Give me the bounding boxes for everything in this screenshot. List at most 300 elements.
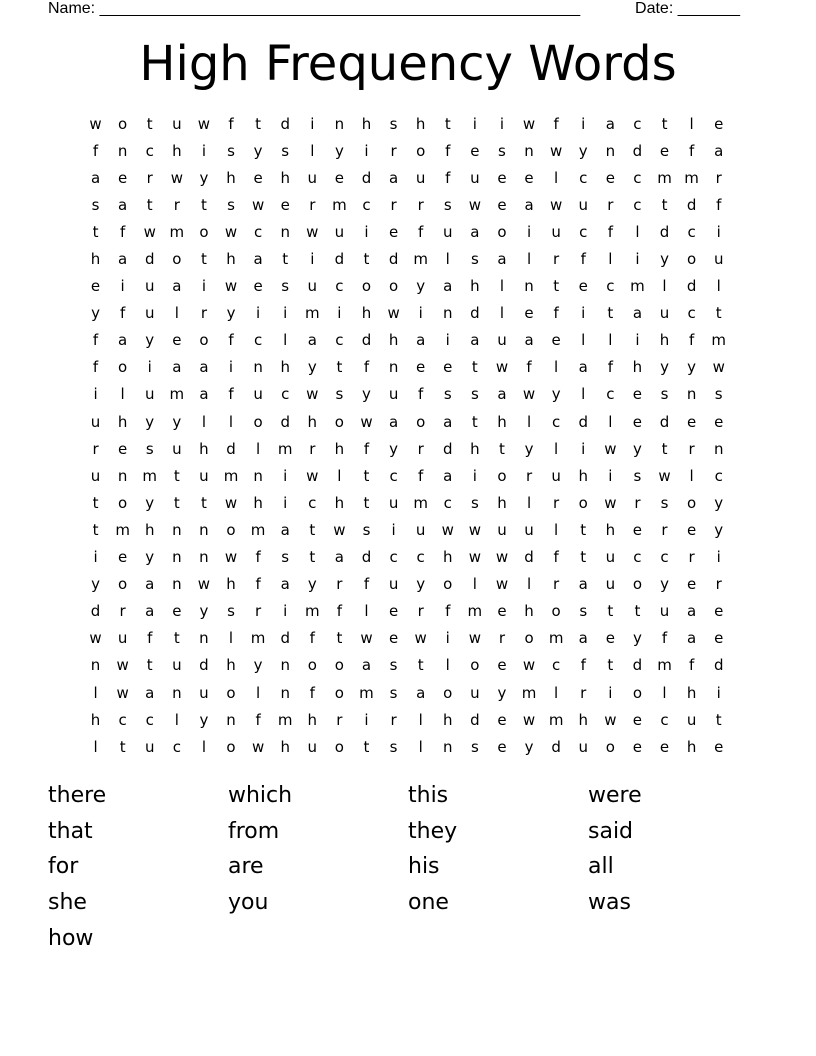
grid-letter[interactable]: l: [174, 304, 179, 323]
grid-letter[interactable]: o: [307, 656, 317, 675]
grid-letter[interactable]: y: [253, 656, 263, 675]
grid-letter[interactable]: i: [716, 683, 721, 702]
grid-letter[interactable]: m: [657, 168, 672, 187]
grid-letter[interactable]: i: [337, 304, 342, 323]
grid-letter[interactable]: w: [522, 710, 536, 729]
grid-letter[interactable]: w: [116, 656, 129, 675]
grid-letter[interactable]: w: [658, 466, 671, 485]
grid-letter[interactable]: w: [468, 629, 481, 648]
grid-letter[interactable]: i: [147, 358, 152, 377]
grid-letter[interactable]: r: [255, 602, 262, 621]
grid-letter[interactable]: u: [551, 466, 561, 485]
grid-letter[interactable]: h: [334, 439, 345, 458]
grid-letter[interactable]: y: [578, 141, 588, 160]
grid-letter[interactable]: l: [554, 439, 559, 458]
grid-letter[interactable]: l: [201, 737, 206, 756]
grid-letter[interactable]: e: [280, 195, 290, 214]
grid-letter[interactable]: r: [417, 602, 424, 621]
grid-letter[interactable]: e: [443, 358, 453, 377]
grid-letter[interactable]: y: [145, 548, 155, 567]
grid-letter[interactable]: t: [471, 358, 478, 377]
grid-letter[interactable]: e: [686, 520, 697, 539]
grid-letter[interactable]: l: [201, 412, 206, 431]
grid-letter[interactable]: y: [199, 602, 209, 621]
grid-letter[interactable]: y: [416, 277, 426, 296]
grid-letter[interactable]: u: [144, 385, 155, 404]
grid-letter[interactable]: c: [714, 466, 723, 485]
grid-letter[interactable]: n: [117, 141, 128, 160]
grid-letter[interactable]: y: [199, 168, 209, 187]
grid-letter[interactable]: u: [659, 304, 670, 323]
grid-letter[interactable]: e: [253, 168, 263, 187]
grid-letter[interactable]: w: [495, 575, 509, 594]
grid-letter[interactable]: c: [552, 412, 561, 431]
grid-letter[interactable]: a: [687, 602, 697, 621]
grid-letter[interactable]: u: [172, 439, 182, 458]
grid-letter[interactable]: e: [714, 629, 724, 648]
grid-letter[interactable]: d: [226, 439, 236, 458]
grid-letter[interactable]: l: [93, 737, 98, 756]
grid-letter[interactable]: m: [684, 168, 699, 187]
grid-letter[interactable]: s: [281, 277, 290, 296]
grid-letter[interactable]: s: [443, 385, 452, 404]
date-field-label[interactable]: Date: _______: [635, 0, 740, 17]
grid-letter[interactable]: w: [387, 304, 400, 323]
grid-letter[interactable]: l: [174, 710, 179, 729]
grid-letter[interactable]: s: [281, 141, 290, 160]
grid-letter[interactable]: l: [635, 222, 640, 241]
grid-letter[interactable]: i: [445, 331, 450, 350]
grid-letter[interactable]: u: [172, 114, 182, 133]
grid-letter[interactable]: n: [253, 466, 263, 485]
grid-letter[interactable]: u: [199, 683, 209, 702]
grid-letter[interactable]: h: [686, 683, 697, 702]
grid-letter[interactable]: e: [714, 737, 724, 756]
grid-letter[interactable]: e: [497, 737, 507, 756]
grid-letter[interactable]: u: [470, 683, 480, 702]
grid-letter[interactable]: c: [389, 548, 398, 567]
grid-letter[interactable]: e: [605, 168, 615, 187]
grid-letter[interactable]: t: [607, 656, 614, 675]
grid-letter[interactable]: s: [281, 548, 290, 567]
grid-letter[interactable]: i: [120, 277, 125, 296]
grid-letter[interactable]: y: [714, 493, 724, 512]
grid-letter[interactable]: u: [443, 222, 453, 241]
grid-letter[interactable]: y: [524, 439, 534, 458]
grid-letter[interactable]: t: [580, 548, 587, 567]
grid-letter[interactable]: i: [201, 141, 206, 160]
grid-letter[interactable]: n: [172, 683, 182, 702]
grid-letter[interactable]: i: [283, 466, 288, 485]
grid-letter[interactable]: f: [255, 710, 261, 729]
grid-letter[interactable]: f: [92, 331, 99, 350]
grid-letter[interactable]: e: [524, 168, 534, 187]
grid-letter[interactable]: n: [605, 141, 616, 160]
grid-letter[interactable]: m: [413, 493, 428, 512]
grid-letter[interactable]: d: [144, 250, 155, 269]
grid-letter[interactable]: i: [228, 358, 234, 377]
grid-letter[interactable]: u: [172, 656, 182, 675]
grid-letter[interactable]: i: [93, 385, 98, 404]
grid-letter[interactable]: o: [226, 520, 236, 539]
grid-letter[interactable]: l: [337, 466, 342, 485]
grid-letter[interactable]: y: [632, 629, 642, 648]
grid-letter[interactable]: f: [716, 195, 722, 214]
grid-letter[interactable]: l: [526, 250, 532, 269]
grid-letter[interactable]: d: [334, 250, 345, 269]
grid-letter[interactable]: y: [660, 358, 669, 377]
grid-letter[interactable]: e: [659, 141, 670, 160]
grid-letter[interactable]: e: [497, 602, 507, 621]
grid-letter[interactable]: w: [224, 277, 238, 296]
grid-letter[interactable]: s: [362, 520, 371, 539]
grid-letter[interactable]: c: [253, 222, 263, 241]
grid-letter[interactable]: d: [632, 141, 643, 160]
grid-letter[interactable]: u: [388, 575, 399, 594]
grid-letter[interactable]: i: [391, 520, 396, 539]
grid-letter[interactable]: r: [336, 710, 343, 729]
grid-letter[interactable]: c: [660, 710, 669, 729]
grid-letter[interactable]: d: [578, 412, 588, 431]
grid-letter[interactable]: u: [144, 277, 155, 296]
grid-letter[interactable]: w: [468, 548, 481, 567]
grid-letter[interactable]: h: [578, 710, 588, 729]
grid-letter[interactable]: r: [688, 548, 695, 567]
grid-letter[interactable]: a: [416, 683, 426, 702]
grid-letter[interactable]: l: [581, 331, 586, 350]
grid-letter[interactable]: y: [551, 385, 561, 404]
grid-letter[interactable]: i: [283, 493, 288, 512]
grid-letter[interactable]: d: [524, 548, 534, 567]
grid-letter[interactable]: e: [90, 277, 101, 296]
grid-letter[interactable]: y: [172, 412, 182, 431]
grid-letter[interactable]: s: [335, 385, 344, 404]
grid-letter[interactable]: y: [524, 737, 534, 756]
grid-letter[interactable]: u: [144, 737, 155, 756]
grid-letter[interactable]: o: [416, 141, 426, 160]
grid-letter[interactable]: e: [578, 277, 588, 296]
grid-letter[interactable]: r: [200, 304, 207, 323]
grid-letter[interactable]: t: [309, 548, 316, 567]
grid-letter[interactable]: o: [578, 493, 588, 512]
grid-letter[interactable]: h: [280, 737, 290, 756]
grid-letter[interactable]: e: [172, 602, 182, 621]
grid-letter[interactable]: m: [169, 222, 185, 241]
grid-letter[interactable]: n: [686, 385, 697, 404]
grid-letter[interactable]: i: [364, 710, 369, 729]
grid-letter[interactable]: t: [336, 358, 343, 377]
grid-letter[interactable]: a: [253, 250, 263, 269]
grid-letter[interactable]: u: [199, 466, 209, 485]
grid-letter[interactable]: t: [363, 250, 370, 269]
grid-letter[interactable]: w: [306, 385, 319, 404]
grid-letter[interactable]: f: [228, 385, 234, 404]
grid-letter[interactable]: t: [580, 520, 587, 539]
grid-letter[interactable]: a: [90, 168, 101, 187]
grid-letter[interactable]: i: [526, 222, 532, 241]
grid-letter[interactable]: m: [521, 683, 537, 702]
grid-letter[interactable]: m: [277, 439, 293, 458]
grid-letter[interactable]: d: [686, 195, 697, 214]
grid-letter[interactable]: c: [579, 168, 588, 187]
grid-letter[interactable]: r: [336, 575, 343, 594]
grid-letter[interactable]: f: [688, 331, 695, 350]
grid-letter[interactable]: d: [280, 412, 290, 431]
grid-letter[interactable]: t: [92, 493, 99, 512]
grid-letter[interactable]: y: [660, 575, 669, 594]
grid-letter[interactable]: s: [389, 114, 398, 133]
grid-letter[interactable]: a: [470, 331, 480, 350]
grid-letter[interactable]: n: [226, 710, 236, 729]
grid-letter[interactable]: u: [90, 412, 101, 431]
grid-letter[interactable]: o: [118, 358, 128, 377]
grid-letter[interactable]: u: [497, 520, 507, 539]
grid-letter[interactable]: f: [661, 629, 668, 648]
grid-letter[interactable]: w: [224, 548, 238, 567]
grid-letter[interactable]: w: [712, 358, 725, 377]
grid-letter[interactable]: o: [416, 412, 426, 431]
grid-letter[interactable]: u: [415, 520, 426, 539]
grid-letter[interactable]: e: [388, 629, 399, 648]
grid-letter[interactable]: u: [497, 331, 507, 350]
grid-letter[interactable]: f: [580, 656, 586, 675]
grid-letter[interactable]: h: [307, 412, 318, 431]
grid-letter[interactable]: a: [578, 575, 588, 594]
grid-letter[interactable]: d: [443, 439, 453, 458]
grid-letter[interactable]: o: [118, 493, 128, 512]
grid-letter[interactable]: w: [495, 358, 509, 377]
grid-letter[interactable]: l: [581, 385, 586, 404]
grid-letter[interactable]: n: [172, 520, 182, 539]
grid-letter[interactable]: y: [660, 250, 669, 269]
grid-letter[interactable]: l: [310, 141, 315, 160]
grid-letter[interactable]: t: [471, 412, 478, 431]
grid-letter[interactable]: h: [334, 493, 345, 512]
grid-letter[interactable]: s: [227, 602, 235, 621]
grid-letter[interactable]: a: [470, 222, 480, 241]
grid-letter[interactable]: c: [145, 710, 154, 729]
grid-letter[interactable]: o: [443, 575, 453, 594]
grid-letter[interactable]: i: [364, 222, 369, 241]
grid-letter[interactable]: h: [307, 710, 318, 729]
grid-letter[interactable]: r: [309, 195, 316, 214]
grid-letter[interactable]: f: [418, 222, 424, 241]
grid-letter[interactable]: m: [711, 331, 727, 350]
grid-letter[interactable]: i: [635, 250, 640, 269]
grid-letter[interactable]: o: [497, 466, 507, 485]
grid-letter[interactable]: c: [362, 195, 371, 214]
grid-letter[interactable]: w: [333, 520, 346, 539]
grid-letter[interactable]: t: [92, 520, 99, 539]
grid-letter[interactable]: e: [686, 575, 697, 594]
grid-letter[interactable]: r: [580, 683, 587, 702]
grid-letter[interactable]: a: [524, 331, 534, 350]
grid-letter[interactable]: o: [226, 737, 236, 756]
grid-letter[interactable]: a: [118, 250, 128, 269]
grid-letter[interactable]: t: [444, 114, 451, 133]
grid-letter[interactable]: h: [117, 412, 128, 431]
grid-letter[interactable]: l: [445, 250, 450, 269]
grid-letter[interactable]: y: [307, 358, 317, 377]
grid-letter[interactable]: a: [388, 412, 399, 431]
grid-letter[interactable]: e: [470, 141, 480, 160]
grid-letter[interactable]: w: [604, 710, 617, 729]
grid-letter[interactable]: c: [145, 141, 154, 160]
grid-letter[interactable]: a: [632, 304, 643, 323]
grid-letter[interactable]: t: [282, 250, 289, 269]
grid-letter[interactable]: y: [416, 575, 426, 594]
grid-letter[interactable]: f: [688, 656, 695, 675]
grid-letter[interactable]: c: [281, 385, 290, 404]
grid-letter[interactable]: y: [91, 575, 100, 594]
grid-letter[interactable]: h: [172, 141, 182, 160]
grid-letter[interactable]: u: [90, 466, 101, 485]
grid-letter[interactable]: a: [145, 683, 155, 702]
grid-letter[interactable]: l: [364, 602, 369, 621]
grid-letter[interactable]: h: [90, 250, 101, 269]
grid-letter[interactable]: h: [632, 358, 643, 377]
grid-letter[interactable]: s: [660, 385, 669, 404]
grid-letter[interactable]: t: [715, 710, 722, 729]
grid-letter[interactable]: a: [714, 141, 724, 160]
grid-letter[interactable]: h: [90, 710, 101, 729]
grid-letter[interactable]: s: [145, 439, 154, 458]
grid-letter[interactable]: y: [145, 331, 155, 350]
grid-letter[interactable]: y: [253, 141, 263, 160]
grid-letter[interactable]: r: [553, 493, 560, 512]
grid-letter[interactable]: l: [526, 493, 532, 512]
grid-letter[interactable]: i: [581, 439, 586, 458]
grid-letter[interactable]: r: [390, 710, 397, 729]
grid-letter[interactable]: w: [604, 439, 617, 458]
grid-letter[interactable]: a: [605, 114, 615, 133]
grid-letter[interactable]: d: [713, 656, 724, 675]
grid-letter[interactable]: h: [361, 114, 372, 133]
grid-letter[interactable]: m: [548, 710, 564, 729]
grid-letter[interactable]: d: [659, 222, 670, 241]
grid-letter[interactable]: w: [251, 195, 265, 214]
grid-letter[interactable]: t: [553, 277, 560, 296]
grid-letter[interactable]: t: [173, 493, 180, 512]
grid-letter[interactable]: t: [417, 656, 424, 675]
grid-letter[interactable]: n: [524, 141, 534, 160]
grid-letter[interactable]: t: [634, 602, 641, 621]
grid-letter[interactable]: n: [172, 575, 182, 594]
grid-letter[interactable]: m: [332, 195, 347, 214]
grid-letter[interactable]: u: [388, 385, 399, 404]
grid-letter[interactable]: n: [117, 466, 128, 485]
grid-letter[interactable]: c: [606, 385, 615, 404]
grid-letter[interactable]: n: [280, 656, 290, 675]
grid-letter[interactable]: a: [497, 385, 507, 404]
grid-letter[interactable]: e: [253, 277, 263, 296]
grid-letter[interactable]: h: [686, 737, 697, 756]
grid-letter[interactable]: f: [363, 358, 370, 377]
grid-letter[interactable]: r: [715, 168, 722, 187]
grid-letter[interactable]: f: [580, 250, 586, 269]
grid-letter[interactable]: w: [306, 222, 319, 241]
grid-letter[interactable]: a: [172, 277, 182, 296]
grid-letter[interactable]: h: [470, 439, 480, 458]
grid-letter[interactable]: c: [633, 168, 642, 187]
grid-letter[interactable]: s: [633, 466, 642, 485]
grid-letter[interactable]: h: [470, 277, 480, 296]
grid-letter[interactable]: f: [255, 548, 261, 567]
grid-letter[interactable]: u: [551, 222, 561, 241]
grid-letter[interactable]: w: [197, 114, 211, 133]
grid-letter[interactable]: u: [307, 168, 318, 187]
grid-letter[interactable]: t: [499, 439, 505, 458]
grid-letter[interactable]: l: [608, 250, 613, 269]
grid-letter[interactable]: d: [551, 737, 561, 756]
grid-letter[interactable]: r: [553, 575, 560, 594]
grid-letter[interactable]: n: [443, 737, 453, 756]
grid-letter[interactable]: y: [226, 304, 236, 323]
grid-letter[interactable]: m: [223, 466, 239, 485]
grid-letter[interactable]: l: [554, 520, 559, 539]
grid-letter[interactable]: i: [418, 304, 423, 323]
grid-letter[interactable]: a: [416, 331, 426, 350]
grid-letter[interactable]: h: [578, 466, 588, 485]
grid-letter[interactable]: r: [390, 141, 397, 160]
grid-letter[interactable]: h: [388, 331, 399, 350]
grid-letter[interactable]: t: [607, 602, 614, 621]
grid-letter[interactable]: m: [467, 602, 483, 621]
grid-letter[interactable]: t: [200, 250, 207, 269]
grid-letter[interactable]: a: [388, 168, 399, 187]
grid-letter[interactable]: r: [417, 439, 424, 458]
grid-letter[interactable]: h: [605, 520, 616, 539]
grid-letter[interactable]: w: [116, 683, 129, 702]
grid-letter[interactable]: r: [498, 629, 506, 648]
grid-letter[interactable]: e: [118, 548, 128, 567]
grid-letter[interactable]: r: [607, 195, 614, 214]
grid-letter[interactable]: o: [226, 683, 236, 702]
grid-letter[interactable]: a: [199, 358, 209, 377]
grid-letter[interactable]: e: [524, 304, 534, 323]
grid-letter[interactable]: t: [363, 466, 370, 485]
grid-letter[interactable]: o: [551, 602, 561, 621]
grid-letter[interactable]: i: [716, 222, 721, 241]
grid-letter[interactable]: i: [635, 331, 640, 350]
grid-letter[interactable]: t: [146, 656, 153, 675]
grid-letter[interactable]: f: [553, 548, 559, 567]
grid-letter[interactable]: h: [199, 439, 209, 458]
grid-letter[interactable]: u: [334, 222, 345, 241]
grid-letter[interactable]: u: [659, 602, 670, 621]
grid-letter[interactable]: a: [443, 277, 453, 296]
grid-letter[interactable]: s: [498, 141, 506, 160]
grid-letter[interactable]: y: [497, 683, 507, 702]
grid-letter[interactable]: o: [632, 575, 643, 594]
grid-letter[interactable]: n: [199, 629, 209, 648]
grid-letter[interactable]: r: [173, 195, 180, 214]
grid-letter[interactable]: a: [443, 466, 453, 485]
grid-letter[interactable]: n: [443, 304, 453, 323]
grid-letter[interactable]: o: [253, 412, 263, 431]
grid-letter[interactable]: m: [250, 629, 266, 648]
grid-letter[interactable]: m: [657, 656, 672, 675]
grid-letter[interactable]: u: [605, 575, 616, 594]
grid-letter[interactable]: h: [497, 412, 507, 431]
grid-letter[interactable]: o: [334, 737, 344, 756]
grid-letter[interactable]: f: [418, 466, 424, 485]
grid-letter[interactable]: a: [118, 331, 128, 350]
grid-letter[interactable]: e: [388, 222, 399, 241]
grid-letter[interactable]: y: [714, 520, 724, 539]
grid-letter[interactable]: h: [253, 493, 263, 512]
grid-letter[interactable]: e: [632, 737, 643, 756]
